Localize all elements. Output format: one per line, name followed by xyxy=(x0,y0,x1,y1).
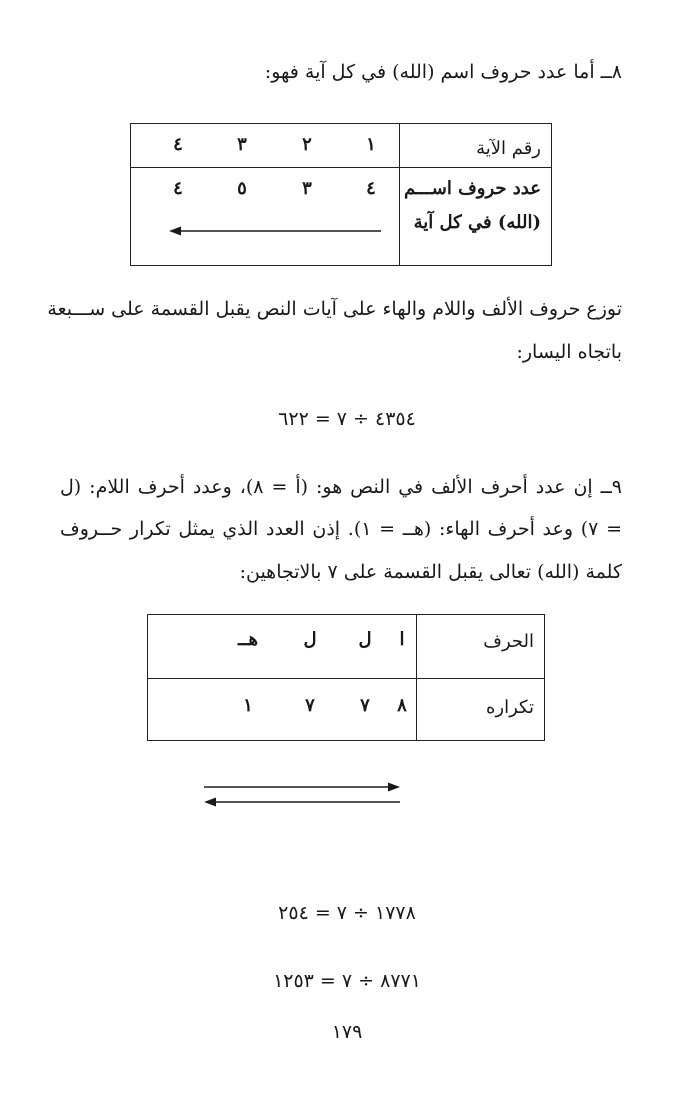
table-cell: ٣ xyxy=(302,178,312,199)
letter-label: الحرف xyxy=(483,631,534,652)
table-cell: ٤ xyxy=(173,134,183,155)
frequency-label: تكراره xyxy=(485,697,534,718)
table-cell: ٧ xyxy=(305,695,315,716)
left-arrow-icon xyxy=(167,224,387,238)
paragraph-9-line2: = ٧) وعد أحرف الهاء: (هــ = ١). إذن العدد الذي يمثل تكرار حــروف xyxy=(60,518,622,540)
table-cell: ٤ xyxy=(366,178,376,199)
values-cell xyxy=(148,679,417,741)
letter-count-label-line2: (الله) في كل آية xyxy=(413,212,541,234)
paragraph-9-line3: كلمة (الله) تعالى يقبل القسمة على ٧ بالاتجاهين: xyxy=(239,561,622,583)
table-cell: ٥ xyxy=(237,178,247,199)
paragraph-8b-line2: باتجاه اليسار: xyxy=(516,341,622,363)
values-cell xyxy=(148,615,417,679)
table-row xyxy=(131,124,552,168)
table-row xyxy=(131,168,552,266)
right-arrow-icon xyxy=(202,780,402,794)
table-cell: هــ xyxy=(237,629,259,650)
page-number: ١٧٩ xyxy=(331,1021,363,1043)
table-row xyxy=(148,679,545,741)
paragraph-8-intro: ٨ــ أما عدد حروف اسم (الله) في كل آية فهو: xyxy=(264,61,622,83)
letter-frequency-table xyxy=(147,614,545,741)
values-cell xyxy=(131,124,400,168)
table-cell: ٧ xyxy=(360,695,370,716)
table-cell: ١ xyxy=(366,134,376,155)
table-cell: ٢ xyxy=(302,134,312,155)
verse-count-table xyxy=(130,123,552,266)
paragraph-9-line1: ٩ــ إن عدد أحرف الألف في النص هو: (أ = ٨)، وعدد أحرف اللام: (ل xyxy=(60,476,623,498)
row-label-cell xyxy=(400,124,552,168)
letter-count-label-line1: عدد حروف اســـم xyxy=(403,178,541,199)
table-cell: ٤ xyxy=(173,178,183,199)
left-arrow-icon xyxy=(202,795,402,809)
table-cell: ا xyxy=(399,629,405,650)
table-cell: ٨ xyxy=(397,695,407,716)
table-row xyxy=(148,615,545,679)
table-cell: ل xyxy=(358,629,372,650)
values-cell xyxy=(131,168,400,266)
row-label-cell xyxy=(417,615,545,679)
equation-3: ٨٧٧١ ÷ ٧ = ١٢٥٣ xyxy=(273,970,421,992)
row-label-cell xyxy=(417,679,545,741)
equation-1: ٤٣٥٤ ÷ ٧ = ٦٢٢ xyxy=(278,408,416,430)
equation-2: ١٧٧٨ ÷ ٧ = ٢٥٤ xyxy=(278,902,416,924)
table-cell: ل xyxy=(303,629,317,650)
paragraph-8b-line1: توزع حروف الألف واللام والهاء على آيات النص يقبل القسمة على ســـبعة xyxy=(47,298,622,320)
table-cell: ٣ xyxy=(237,134,247,155)
table-cell: ١ xyxy=(243,695,253,716)
row-label-cell xyxy=(400,168,552,266)
verse-number-label: رقم الآية xyxy=(476,138,541,159)
